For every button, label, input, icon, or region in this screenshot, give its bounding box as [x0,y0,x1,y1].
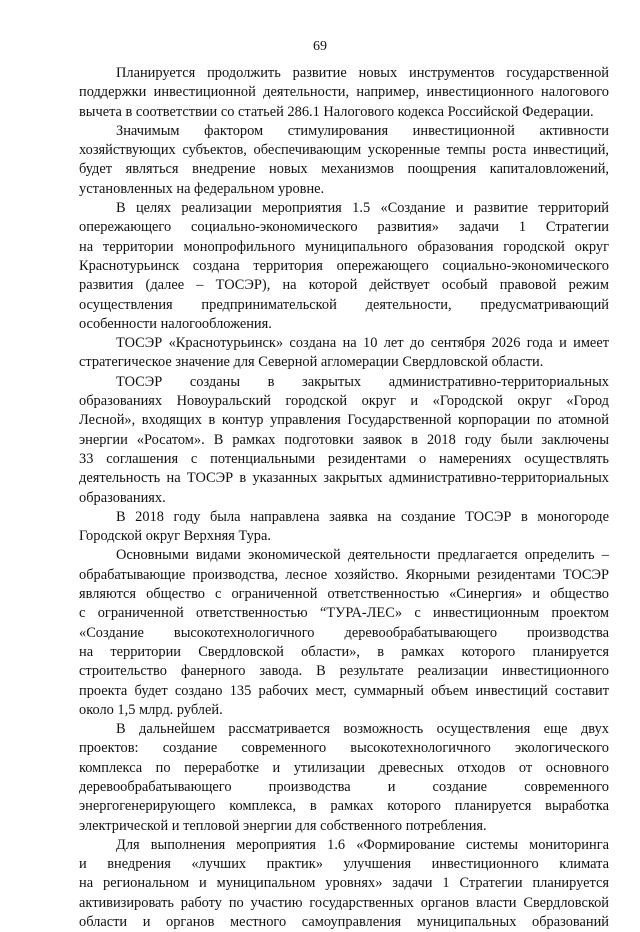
paragraph-line: с ограниченной ответственностью “ТУРА-ЛЕС» с инвестиционным проектом [79,605,609,622]
paragraph-line: на территории монопрофильного муниципального образования городской округ [79,238,609,255]
paragraph-line: деятельность на ТОСЭР в указанных закрытых административно-территориальных [79,470,609,487]
paragraph-line: Планируется продолжить развитие новых инструментов государственной [116,65,609,81]
paragraph-line: хозяйствующих субъектов, обеспечивающим ускоренные темпы роста инвестиций, [79,142,609,159]
paragraph-line: осуществления предпринимательской деятельности, предусматривающий [79,296,609,313]
paragraph-line: В дальнейшем рассматривается возможность осуществления еще двух [116,721,609,738]
paragraph [79,334,609,373]
paragraph-line: будет являться внедрение новых механизмов поощрения капиталовложений, [79,161,609,178]
paragraph-line: и внедрения «лучших практик» улучшения инвестиционного климата [79,856,609,873]
paragraph [79,508,609,547]
paragraph-line: 33 соглашения с потенциальными резидентами о намерениях осуществлять [79,450,609,467]
paragraph-line: «Создание высокотехнологичного деревообрабатывающего производства [79,624,609,641]
paragraph-line: обрабатывающие производства, лесное хозяйство. Якорными резидентами ТОСЭР [79,566,609,583]
paragraph [79,546,609,720]
paragraph-line: Для выполнения мероприятия 1.6 «Формирование системы мониторинга [116,836,609,853]
paragraph-line: опережающего социально-экономического развития» задачи 1 Стратегии [79,219,609,236]
paragraph [79,122,609,199]
paragraph-line: поддержки инвестиционной деятельности, например, инвестиционного налогового [79,84,609,101]
paragraph-line: проекта будет создано 135 рабочих мест, суммарный объем инвестиций составит [79,682,609,699]
paragraph-line: строительство фанерного завода. В результате реализации инвестиционного [79,663,609,680]
paragraph-line: развития (далее – ТОСЭР), на которой действует особый правовой режим [79,277,609,294]
paragraph-line: энергии «Росатом». В рамках подготовки заявок в 2018 году были заключены [79,431,609,448]
paragraph-line: активизировать работу по участию государственных органов власти Свердловской [79,894,609,911]
paragraph-line: образованиях Новоуральский городской округ и «Городской округ «Город [79,393,609,410]
paragraph-line: ТОСЭР созданы в закрытых административно-территориальных [116,373,609,390]
paragraph [79,199,609,334]
paragraph-line: ТОСЭР «Краснотурьинск» создана на 10 лет до сентября 2026 года и имеет [116,335,609,352]
paragraph-line: стратегическое значение для Северной агломерации Свердловской области. [79,354,544,371]
paragraph-line: особенности налогообложения. [79,315,272,332]
paragraph-line: образованиях. [79,489,166,506]
paragraph-line: вычета в соответствии со статьей 286.1 Налогового кодекса Российской Федерации. [79,103,594,120]
paragraph-line: около 1,5 млрд. рублей. [79,701,223,718]
paragraph-line: Краснотурьинск создана территория опережающего социально-экономического [79,257,609,274]
paragraph-line: комплекса по переработке и утилизации древесных отходов от основного [79,759,609,776]
paragraph-line: деревообрабатывающего производства и создание современного [79,778,609,795]
paragraph-line: области и органов местного самоуправления муниципальных образований [79,914,609,931]
paragraph [79,64,609,122]
paragraph-line: Лесной», входящих в контур управления Государственной корпорации по атомной [79,412,609,429]
paragraph-line: В 2018 году была направлена заявка на создание ТОСЭР в моногороде [116,508,609,525]
paragraph-line: Основными видами экономической деятельности предлагается определить – [116,547,609,564]
paragraph-line: Городской округ Верхняя Тура. [79,528,271,545]
paragraph [79,720,609,836]
paragraph-line: на территории Свердловской области», в рамках которого планируется [79,643,609,660]
paragraph-line: являются общество с ограниченной ответственностью «Синергия» и общество [79,586,609,603]
paragraph-line: установленных на федеральном уровне. [79,180,325,197]
paragraph-line: проектов: создание современного высокотехнологичного экологического [79,740,609,757]
page-number: 69 [313,39,327,54]
paragraph-line: Значимым фактором стимулирования инвестиционной активности [116,122,609,139]
paragraph [79,836,609,932]
paragraph-line: энергогенерирующего комплекса, в рамках которого планируется выработка [79,798,609,815]
paragraph [79,373,609,508]
body-text [79,64,609,932]
paragraph-line: электрической и тепловой энергии для собственного потребления. [79,817,487,834]
paragraph-line: В целях реализации мероприятия 1.5 «Создание и развитие территорий [116,200,609,217]
paragraph-line: на региональном и муниципальном уровнях» задачи 1 Стратегии планируется [79,875,609,892]
